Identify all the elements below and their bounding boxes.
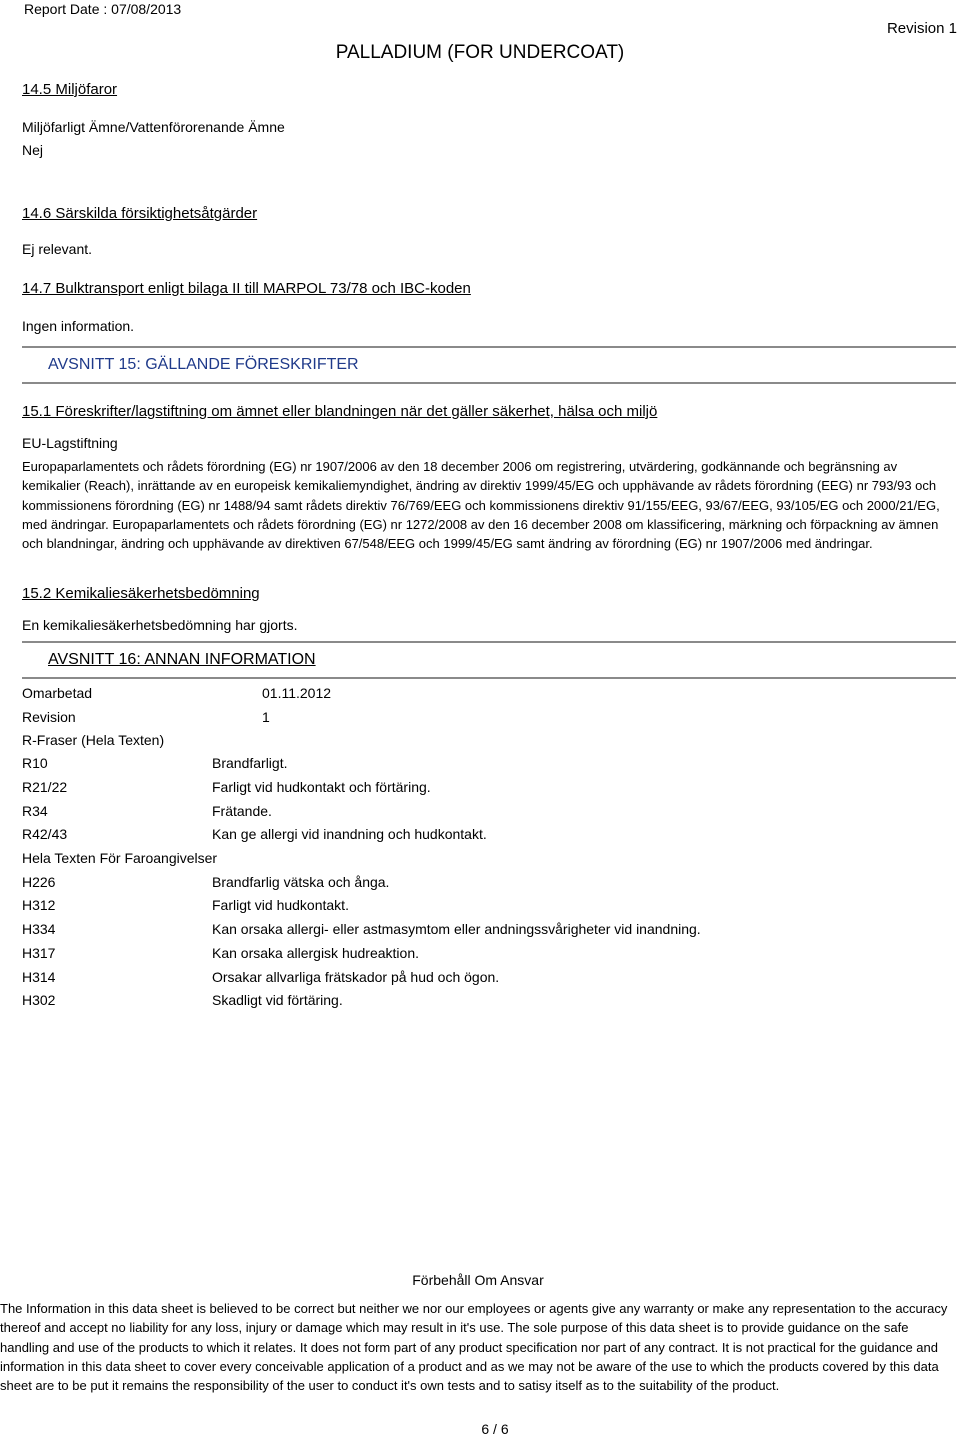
r-phrase-text: Kan ge allergi vid inandning och hudkontakt.: [212, 826, 487, 842]
section-15-header: [22, 346, 956, 384]
r-phrase-code: R42/43: [22, 826, 68, 842]
r-phrase-row: [22, 779, 431, 795]
h-phrase-row: [22, 992, 343, 1008]
revised-label: Omarbetad: [22, 685, 93, 701]
env-hazard-label: Miljöfarligt Ämne/Vattenförorenande Ämne: [22, 119, 285, 135]
h-phrase-row: [22, 874, 390, 890]
report-date: Report Date : 07/08/2013: [24, 1, 182, 17]
h-phrases-heading: Hela Texten För Faroangivelser: [22, 850, 218, 866]
r-phrase-code: R21/22: [22, 779, 68, 795]
h-phrase-code: H312: [22, 897, 56, 913]
env-hazard-value: Nej: [22, 142, 44, 158]
r-phrase-row: [22, 755, 288, 771]
precautions-value: Ej relevant.: [22, 241, 93, 257]
section-14-6-heading: 14.6 Särskilda försiktighetsåtgärder: [22, 205, 258, 222]
r-phrase-row: [22, 826, 487, 842]
h-phrase-text: Orsakar allvarliga frätskador på hud och ögon.: [212, 969, 500, 985]
chemical-safety-text: En kemikaliesäkerhetsbedömning har gjorts.: [22, 617, 298, 633]
r-phrase-text: Brandfarligt.: [212, 755, 288, 771]
r-phrase-code: R34: [22, 803, 48, 819]
revision-row: [22, 709, 270, 725]
h-phrase-row: [22, 945, 420, 961]
h-phrase-text: Brandfarlig vätska och ånga.: [212, 874, 390, 890]
r-phrase-row: [22, 803, 272, 819]
revision-label: Revision 1: [886, 20, 957, 37]
eu-legislation-label: EU-Lagstiftning: [22, 435, 118, 451]
section-14-7-heading: 14.7 Bulktransport enligt bilaga II till MARPOL 73/78 och IBC-koden: [22, 280, 471, 297]
section-16-header: [22, 641, 956, 679]
section-15-title: AVSNITT 15: GÄLLANDE FÖRESKRIFTER: [48, 356, 359, 373]
h-phrase-code: H334: [22, 921, 56, 937]
r-phrase-text: Frätande.: [212, 803, 272, 819]
r-phrase-text: Farligt vid hudkontakt och förtäring.: [212, 779, 431, 795]
page-number: 6 / 6: [481, 1421, 509, 1437]
h-phrase-code: H317: [22, 945, 56, 961]
h-phrase-text: Kan orsaka allergisk hudreaktion.: [212, 945, 420, 961]
h-phrase-row: [22, 921, 701, 937]
revision-row-label: Revision: [22, 709, 76, 725]
h-phrase-row: [22, 897, 349, 913]
revision-row-value: 1: [262, 709, 270, 725]
disclaimer-title: Förbehåll Om Ansvar: [412, 1272, 544, 1288]
disclaimer-text: The Information in this data sheet is believed to be correct but neither we nor our employees or agents give any warranty or make any representation to the accuracy thereof and accept no liability for any loss, injury or damage which may result in it's use. The sole purpose of this data sheet is to provide guidance on the safe handling and use of the products to which it relates. It does not form part of any product specification nor part of any contract. It is not practical for the guidance and information in this data sheet to cover every conceivable application of a product and as we may not be aware of the use to which the products covered by this data sheet are to be put it remains the responsibility of the user to conduct it's own tests and to satisy itself as to the suitability of the product.: [0, 1301, 948, 1394]
h-phrase-text: Skadligt vid förtäring.: [212, 992, 343, 1008]
revised-value: 01.11.2012: [262, 685, 332, 701]
section-15-1-heading: 15.1 Föreskrifter/lagstiftning om ämnet eller blandningen när det gäller säkerhet, hälsa och miljö: [22, 403, 658, 420]
revised-row: [22, 685, 332, 701]
section-16-title: AVSNITT 16: ANNAN INFORMATION: [48, 651, 316, 668]
h-phrase-code: H314: [22, 969, 56, 985]
r-phrases-heading: R-Fraser (Hela Texten): [22, 732, 165, 748]
h-phrase-row: [22, 969, 500, 985]
h-phrase-text: Kan orsaka allergi- eller astmasymtom eller andningssvårigheter vid inandning.: [212, 921, 701, 937]
product-title: PALLADIUM (FOR UNDERCOAT): [335, 42, 625, 63]
eu-legislation-text: Europaparlamentets och rådets förordning (EG) nr 1907/2006 av den 18 december 2006 om registrering, utvärdering, godkännande och begränsning av kemikalier (Reach), inrättande av en europeisk kemikaliemyndighet, ändring av direktiv 1999/45/EG och upphävande av rådets förordning (EEG) nr 793/93 och kommissionens förordning (EG) nr 1488/94 samt rådets direktiv 76/769/EEG och kommissionens direktiv 91/155/EEG, 93/67/EEG, 93/105/EG och 2000/21/EG, med ändringar. Europaparlamentets och rådets förordning (EG) nr 1272/2008 av den 16 december 2008 om klassificering, märkning och förpackning av ämnen och blandningar, ändring och upphävande av direktiven 67/548/EEG och 1999/45/EG samt ändring av förordning (EG) nr 1907/2006 med ändringar.: [22, 459, 940, 552]
section-14-5-heading: 14.5 Miljöfaror: [22, 81, 118, 98]
r-phrase-code: R10: [22, 755, 48, 771]
bulk-transport-value: Ingen information.: [22, 318, 135, 334]
h-phrase-code: H302: [22, 992, 56, 1008]
h-phrase-code: H226: [22, 874, 56, 890]
h-phrase-text: Farligt vid hudkontakt.: [212, 897, 349, 913]
section-15-2-heading: 15.2 Kemikaliesäkerhetsbedömning: [22, 585, 260, 602]
